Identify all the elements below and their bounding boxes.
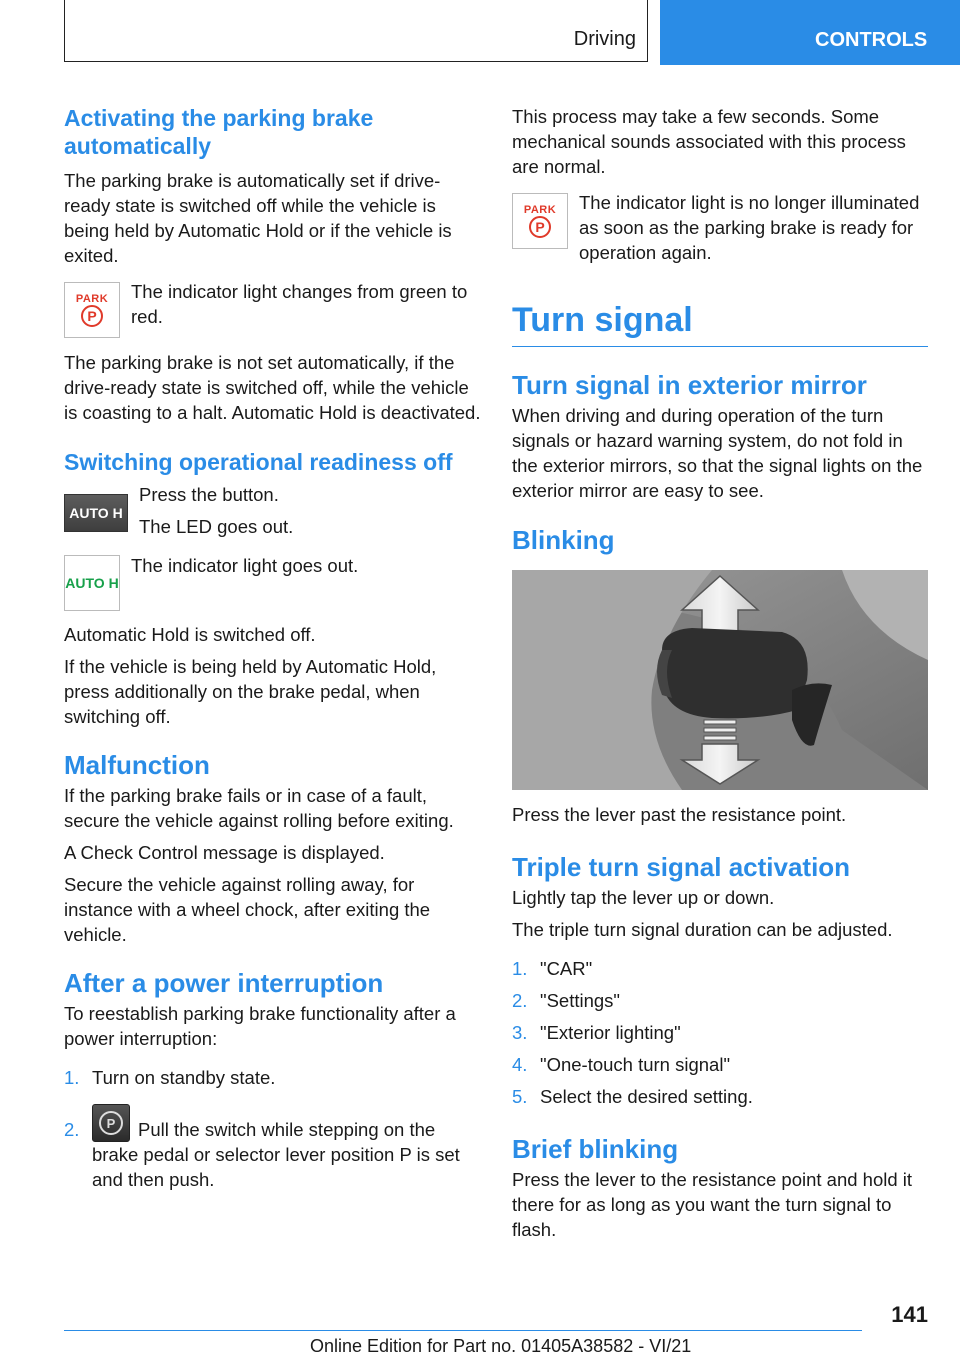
park-indicator-icon: PARK P (512, 193, 568, 249)
paragraph-indicator-change: The indicator light changes from green to red. (131, 281, 468, 327)
paragraph-no-longer-illuminated: The indicator light is no longer illuminated as soon as the parking brake is ready for operation again. (579, 192, 920, 263)
paragraph-secure: Secure the vehicle against rolling away, for instance with a wheel chock, after exiting the vehicle. (64, 874, 431, 945)
paragraph-brief: Press the lever to the resistance point and hold it there for as long as you want the turn signal to flash. (512, 1169, 913, 1240)
heading-power-interruption: After a power interruption (64, 968, 384, 998)
left-column (64, 100, 484, 1192)
paragraph-process: This process may take a few seconds. Some mechanical sounds associated with this process are normal. (512, 106, 906, 177)
paragraph-activating: The parking brake is automatically set if drive-ready state is switched off while the vehicle is being held by Automatic Hold or if the vehicle is exited. (64, 170, 452, 266)
indicator-row-park (64, 282, 484, 338)
heading-turn-signal-mirror: Turn signal in exterior mirror (512, 370, 867, 400)
right-column (512, 100, 928, 1242)
footer-divider (64, 1330, 862, 1331)
indicator-row-auto-h (64, 553, 484, 611)
header-section-title: Driving (573, 28, 636, 50)
heading-activating-parking-brake: Activating the parking brake automatically (64, 105, 374, 159)
paragraph-led-out: The LED goes out. (139, 516, 294, 537)
triple-steps-list (512, 956, 928, 1109)
heading-malfunction: Malfunction (64, 750, 210, 780)
power-steps-list (64, 1065, 484, 1192)
paragraph-lever: Press the lever past the resistance point. (512, 804, 847, 825)
button-row-auto-h (64, 482, 484, 539)
list-item: 3. "Exterior lighting" (512, 1022, 681, 1043)
heading-blinking: Blinking (512, 525, 615, 555)
park-indicator-icon: PARK P (64, 282, 120, 338)
indicator-row-park-2 (512, 193, 928, 265)
paragraph-mirror: When driving and during operation of the turn signals or hazard warning system, do not fold in the exterior mirrors, so that the signal lights on the exterior mirror are easy to see. (512, 405, 923, 501)
list-item: 5. Select the desired setting. (512, 1086, 753, 1107)
list-item: 1. "CAR" (512, 958, 593, 979)
paragraph-hold-off: Automatic Hold is switched off. (64, 624, 316, 645)
paragraph-held: If the vehicle is being held by Automatic Hold, press additionally on the brake pedal, when switching off. (64, 656, 437, 727)
parking-brake-switch-icon: P (92, 1104, 130, 1142)
page-number: 141 (891, 1302, 928, 1327)
paragraph-malfunction: If the parking brake fails or in case of a fault, secure the vehicle against rolling before exiting. (64, 785, 454, 831)
auto-h-button-icon: AUTO H (64, 494, 128, 532)
turn-signal-lever-image (512, 570, 928, 790)
paragraph-power: To reestablish parking brake functionality after a power interruption: (64, 1003, 456, 1049)
heading-brief-blinking: Brief blinking (512, 1134, 679, 1164)
paragraph-check-control: A Check Control message is displayed. (64, 842, 385, 863)
auto-h-indicator-icon: AUTO H (64, 555, 120, 611)
paragraph-indicator-out: The indicator light goes out. (131, 555, 359, 576)
lever-illustration (512, 570, 928, 790)
heading-switching-off: Switching operational readiness off (64, 449, 453, 475)
list-item: 4. "One-touch turn signal" (512, 1054, 731, 1075)
paragraph-press-button: Press the button. (139, 484, 279, 505)
heading-turn-signal: Turn signal (512, 301, 928, 347)
footer-edition: Online Edition for Part no. 01405A38582 - VI/21 (310, 1336, 692, 1356)
paragraph-tap: Lightly tap the lever up or down. (512, 887, 775, 908)
heading-triple-turn-signal: Triple turn signal activation (512, 852, 851, 882)
list-item: 2. P Pull the switch while stepping on the brake pedal or selector lever position P is set and then push. (64, 1104, 484, 1192)
paragraph-not-set: The parking brake is not set automatically, if the drive-ready state is switched off, while the vehicle is coasting to a halt. Automatic Hold is deactivated. (64, 352, 481, 423)
list-item: 1. Turn on standby state. (64, 1067, 276, 1088)
paragraph-duration: The triple turn signal duration can be adjusted. (512, 919, 893, 940)
list-item: 2. "Settings" (512, 990, 620, 1011)
header-chapter-tab[interactable]: CONTROLS (660, 0, 960, 65)
